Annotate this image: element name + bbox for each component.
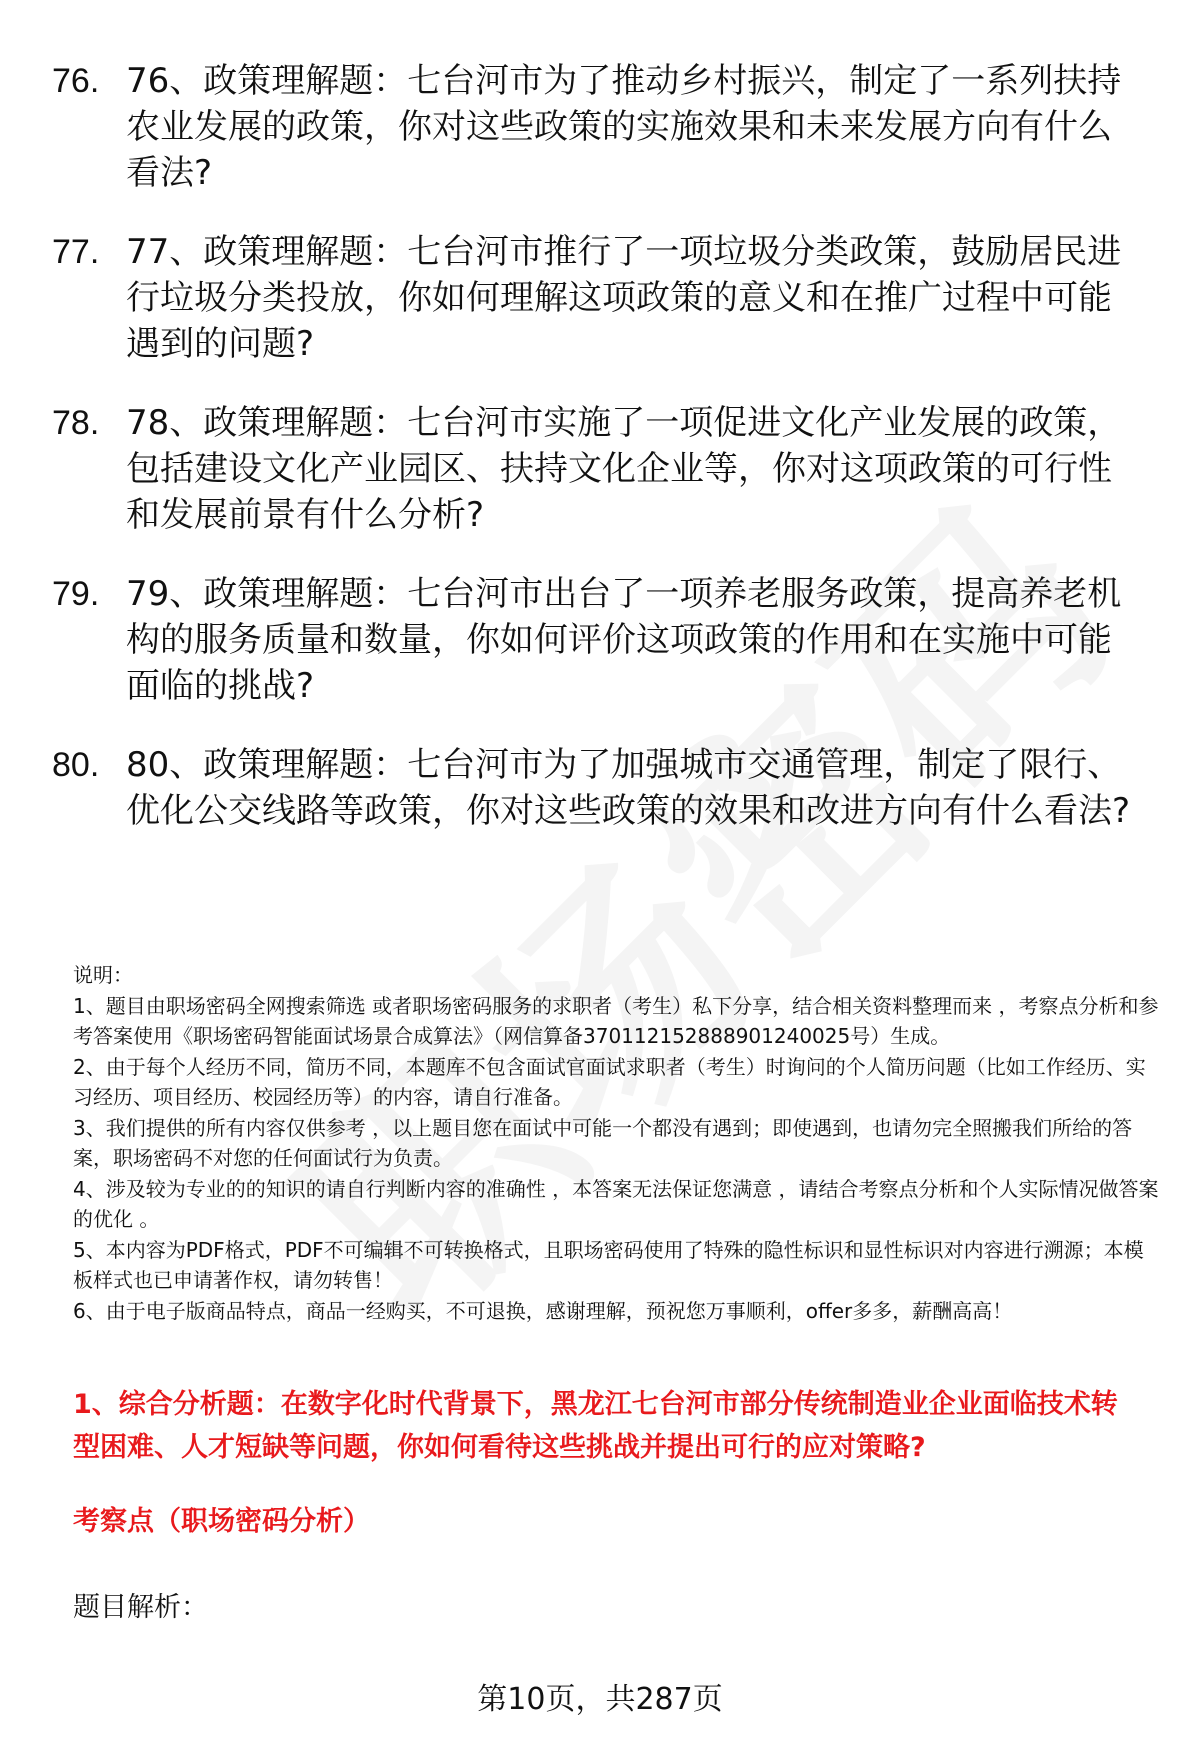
question-number: 78.	[52, 404, 100, 442]
question-item	[52, 400, 1152, 538]
question-item	[52, 229, 1152, 367]
question-item	[52, 571, 1152, 709]
note-item: 2、由于每个人经历不同，简历不同，本题库不包含面试官面试求职者（考生）时询问的个人简历问题（比如工作经历、实习经历、项目经历、校园经历等）的内容，请自行准备。	[73, 1054, 1146, 1109]
question-number: 76.	[52, 62, 100, 100]
question-item	[52, 742, 1152, 834]
question-text: 76、政策理解题：七台河市为了推动乡村振兴，制定了一系列扶持农业发展的政策，你对这些政策的实施效果和未来发展方向有什么看法?	[126, 61, 1122, 193]
note-item: 3、我们提供的所有内容仅供参考 ，以上题目您在面试中可能一个都没有遇到；即使遇到，也请勿完全照搬我们所给的答案，职场密码不对您的任何面试行为负责。	[73, 1115, 1133, 1170]
question-text: 77、政策理解题：七台河市推行了一项垃圾分类政策，鼓励居民进行垃圾分类投放，你如何理解这项政策的意义和在推广过程中可能遇到的问题?	[126, 232, 1122, 364]
page-footer: 第10页，共287页	[477, 1682, 723, 1717]
notes-section	[73, 960, 1163, 1326]
question-text: 79、政策理解题：七台河市出台了一项养老服务政策，提高养老机构的服务质量和数量，你如何评价这项政策的作用和在实施中可能面临的挑战?	[126, 574, 1122, 706]
question-number: 80.	[52, 746, 100, 784]
analysis-question: 1、综合分析题：在数字化时代背景下，黑龙江七台河市部分传统制造业企业面临技术转型困难、人才短缺等问题，你如何看待这些挑战并提出可行的应对策略?	[73, 1389, 1118, 1463]
question-list	[52, 58, 1152, 867]
note-item: 5、本内容为PDF格式，PDF不可编辑不可转换格式，且职场密码使用了特殊的隐性标识和显性标识对内容进行溯源；本模板样式也已申请著作权，请勿转售！	[73, 1237, 1144, 1292]
question-text: 80、政策理解题：七台河市为了加强城市交通管理，制定了限行、优化公交线路等政策，你对这些政策的效果和改进方向有什么看法?	[126, 745, 1131, 831]
exam-point-heading: 考察点（职场密码分析）	[73, 1506, 370, 1537]
note-item: 1、题目由职场密码全网搜索筛选 或者职场密码服务的求职者（考生）私下分享，结合相关资料整理而来 ，考察点分析和参考答案使用《职场密码智能面试场景合成算法》（网信算备370112152888901240025号）生成。	[73, 993, 1159, 1048]
question-number: 79.	[52, 575, 100, 613]
question-item	[52, 58, 1152, 196]
note-item: 4、涉及较为专业的的知识的请自行判断内容的准确性 ，本答案无法保证您满意 ，请结合考察点分析和个人实际情况做答案的优化 。	[73, 1176, 1159, 1231]
question-number: 77.	[52, 233, 100, 271]
note-item: 6、由于电子版商品特点，商品一经购买，不可退换，感谢理解，预祝您万事顺利，offer多多，薪酬高高！	[73, 1298, 1013, 1323]
notes-title: 说明：	[73, 963, 133, 987]
question-text: 78、政策理解题：七台河市实施了一项促进文化产业发展的政策，包括建设文化产业园区、扶持文化企业等，你对这项政策的可行性和发展前景有什么分析?	[126, 403, 1122, 535]
analysis-label: 题目解析：	[73, 1592, 208, 1623]
